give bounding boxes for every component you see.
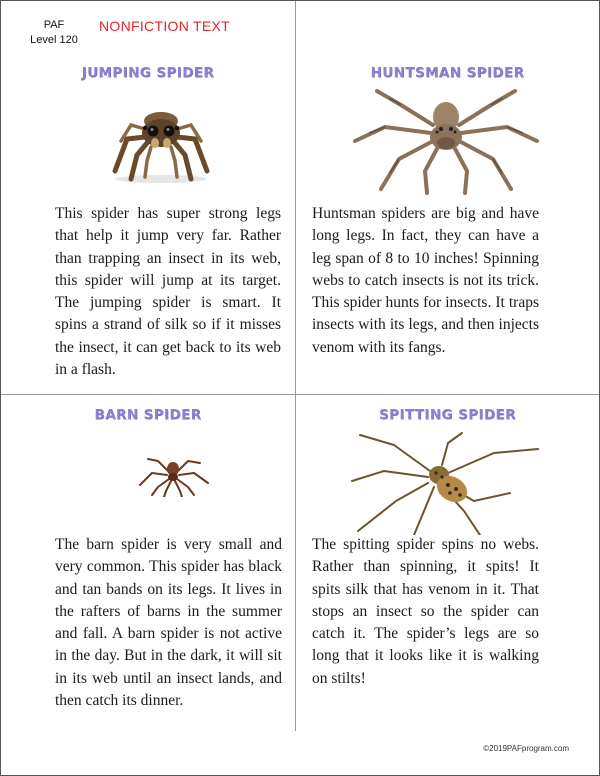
card-title: HUNTSMAN SPIDER (370, 65, 525, 81)
jumping-spider-image (101, 99, 221, 185)
card-spitting-spider (296, 395, 599, 731)
copyright-notice: ©2019PAFprogram.com (483, 744, 569, 753)
program-name: PAF (43, 19, 65, 31)
card-paragraph: This spider has super strong legs that help it jump very far. Rather than trapping an insect in its web, this spider will jump at its target. The jumping spider is smart. It spins a strand of silk so if it misses the insect, it can get back to its web in a flash. (55, 205, 281, 379)
card-paragraph: Huntsman spiders are big and have long legs. In fact, they can have a leg span of 8 to 10 inches! Spinning webs to catch insects is not its trick. This spider hunts for insects. It traps insects with its legs, and then injects venom with its fangs. (312, 205, 539, 356)
card-title: BARN SPIDER (94, 407, 202, 423)
card-jumping-spider (1, 1, 295, 394)
card-barn-spider (1, 395, 295, 731)
card-paragraph: The barn spider is very small and very common. This spider has black and tan bands on its legs. It lives in the rafters of barns in the summer and fall. A barn spider is not active in the day. But in the dark, it will sit in its web until an insect lands, and then catch its dinner. (55, 536, 282, 710)
card-title: JUMPING SPIDER (81, 65, 215, 81)
barn-spider-image (134, 455, 214, 497)
level-number: Level 120 (30, 34, 78, 46)
huntsman-spider-image (341, 85, 551, 195)
spitting-spider-image (344, 431, 544, 535)
page-title: NONFICTION TEXT (99, 18, 231, 34)
card-title: SPITTING SPIDER (379, 407, 516, 423)
card-paragraph: The spitting spider spins no webs. Rather than spinning, it spits! It spits silk that has venom in it. That stops an insect so the spider can catch it. The spider’s legs are so long that it looks like it is walking on stilts! (312, 536, 539, 687)
card-huntsman-spider (296, 1, 599, 394)
